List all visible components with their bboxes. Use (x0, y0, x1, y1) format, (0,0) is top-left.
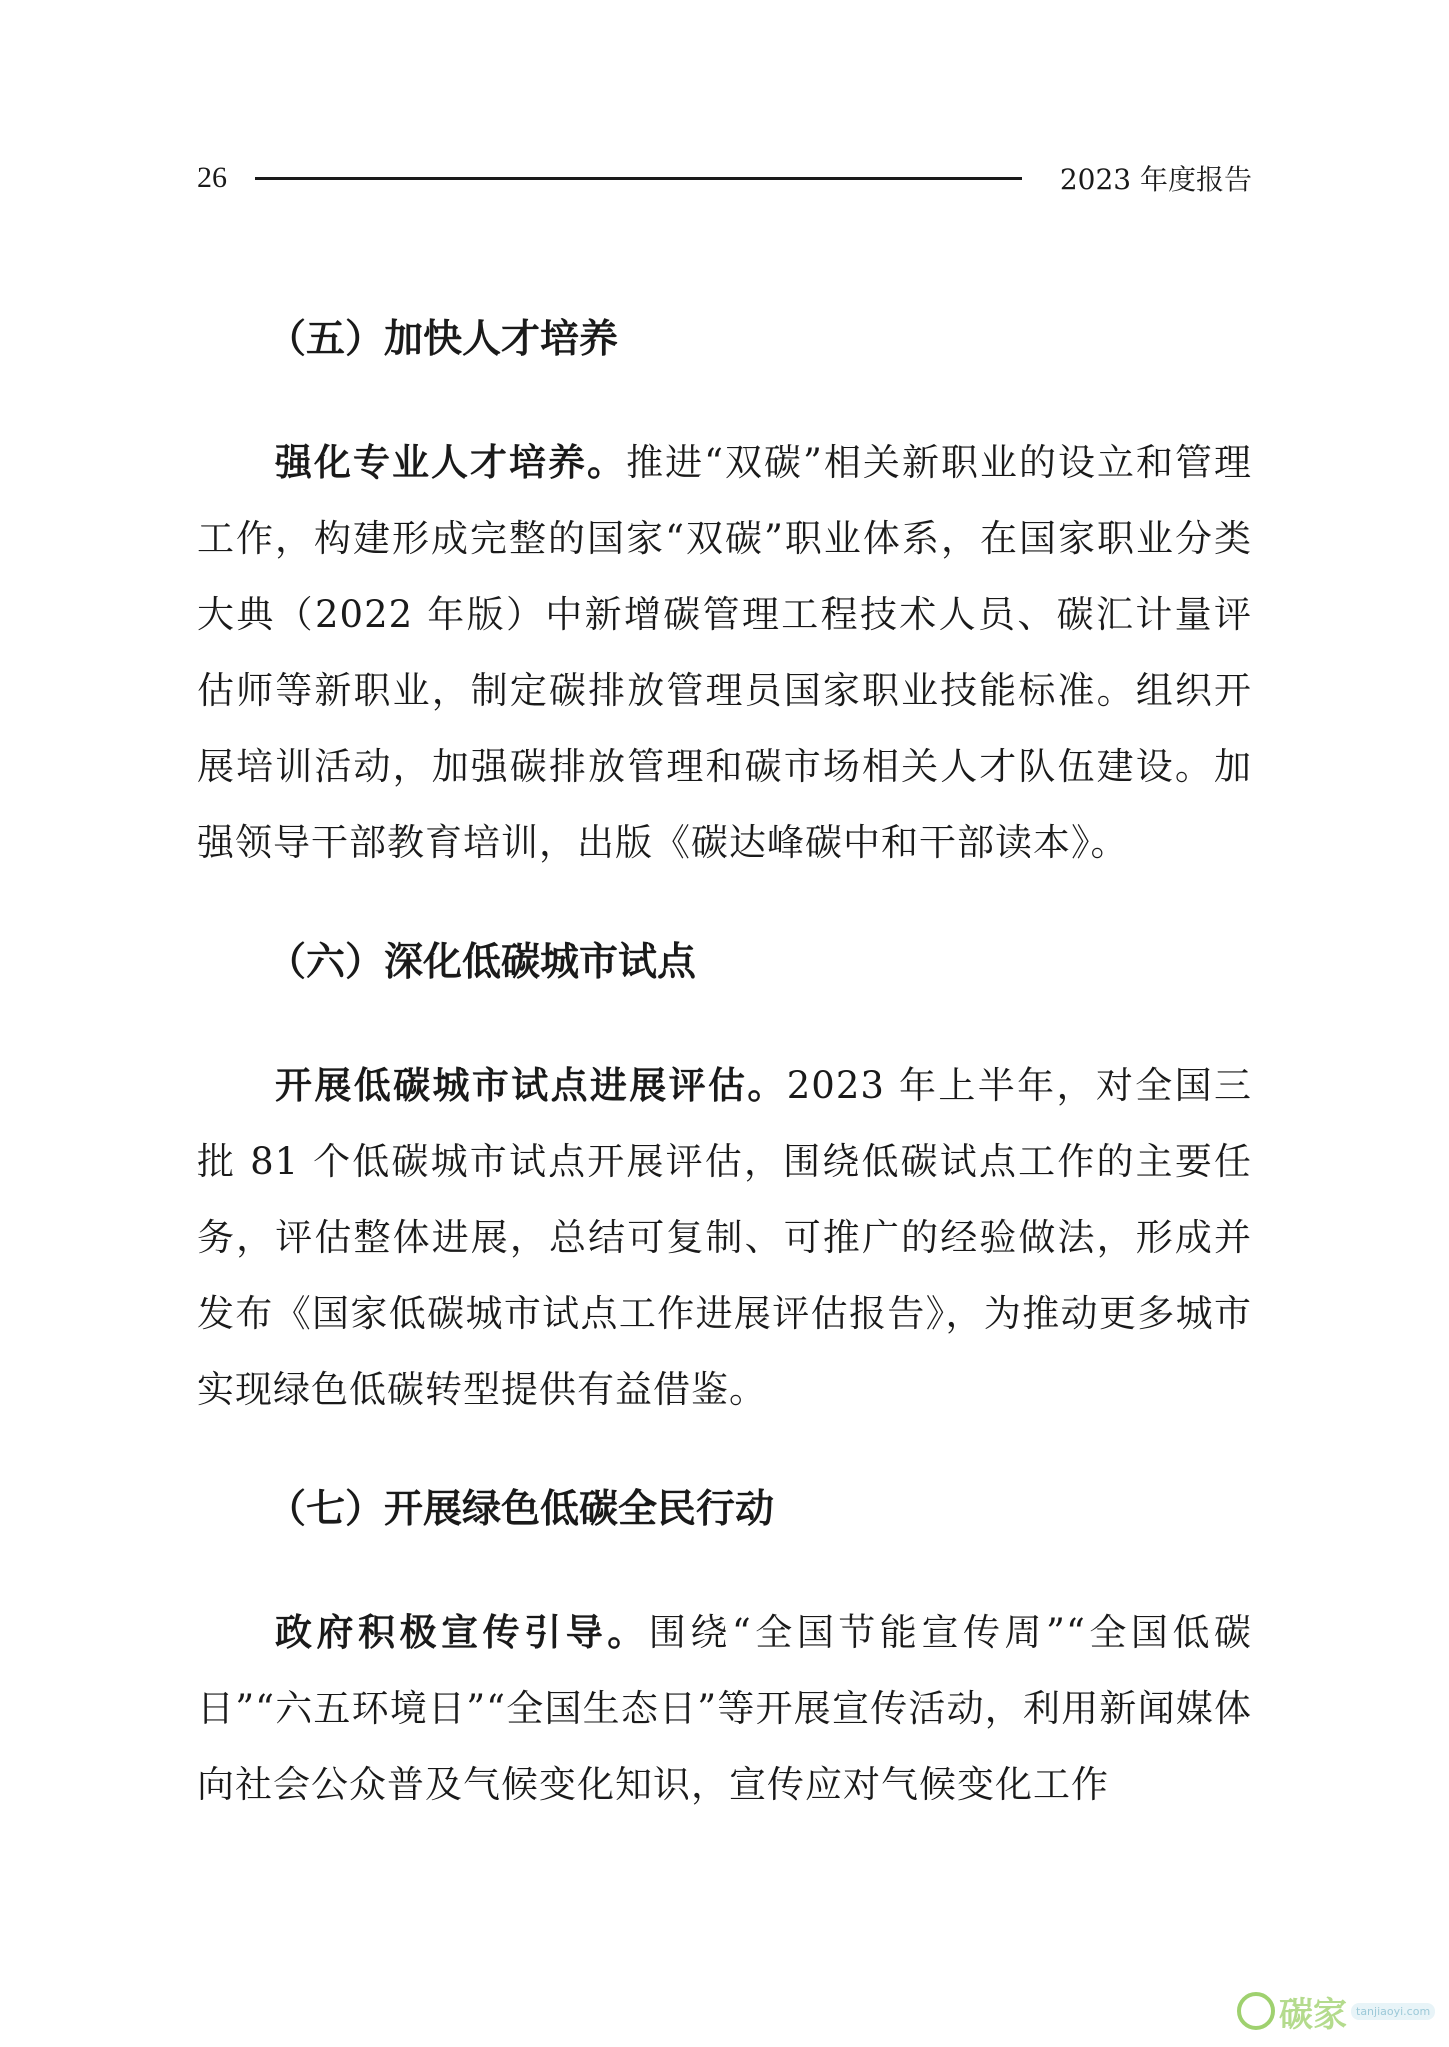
paragraph-body: 围绕“全国节能宣传周”“全国低碳日”“六五环境日”“全国生态日”等开展宣传活动，利用新闻媒体向社会公众普及气候变化知识，宣传应对气候变化工作 (197, 1611, 1252, 1806)
section-heading-5: （五）加快人才培养 (267, 317, 619, 362)
paragraph-public-action (197, 1595, 1252, 1823)
page-number: 26 (197, 161, 227, 194)
paragraph-lead: 开展低碳城市试点进展评估。 (275, 1064, 787, 1107)
watermark-domain: tanjiaoyi.com (1351, 2003, 1435, 2020)
paragraph-body: 2023 年上半年，对全国三批 81 个低碳城市试点开展评估，围绕低碳试点工作的主要任务，评估整体进展，总结可复制、可推广的经验做法，形成并发布《国家低碳城市试点工作进展评估报告》，为推动更多城市实现绿色低碳转型提供有益借鉴。 (197, 1064, 1252, 1411)
watermark-logo (1237, 1987, 1437, 2035)
paragraph-low-carbon-city (197, 1048, 1252, 1428)
paragraph-talent-training (197, 425, 1252, 881)
document-body (197, 310, 1252, 1875)
header-rule (255, 177, 1022, 180)
paragraph-lead: 政府积极宣传引导。 (275, 1611, 649, 1654)
paragraph-body: 推进“双碳”相关新职业的设立和管理工作，构建形成完整的国家“双碳”职业体系，在国家职业分类大典（2022 年版）中新增碳管理工程技术人员、碳汇计量评估师等新职业，制定碳排放管理员国家职业技能标准。组织开展培训活动，加强碳排放管理和碳市场相关人才队伍建设。加强领导干部教育培训，出版《碳达峰碳中和干部读本》。 (197, 441, 1252, 864)
watermark-mark-icon (1237, 1992, 1275, 2030)
report-title: 2023 年度报告 (1059, 163, 1252, 196)
paragraph-lead: 强化专业人才培养。 (275, 441, 627, 484)
watermark-text: 碳家 (1279, 1994, 1347, 2035)
section-heading-6: （六）深化低碳城市试点 (267, 940, 697, 985)
section-heading-7: （七）开展绿色低碳全民行动 (267, 1487, 775, 1532)
page-header (197, 158, 1252, 198)
